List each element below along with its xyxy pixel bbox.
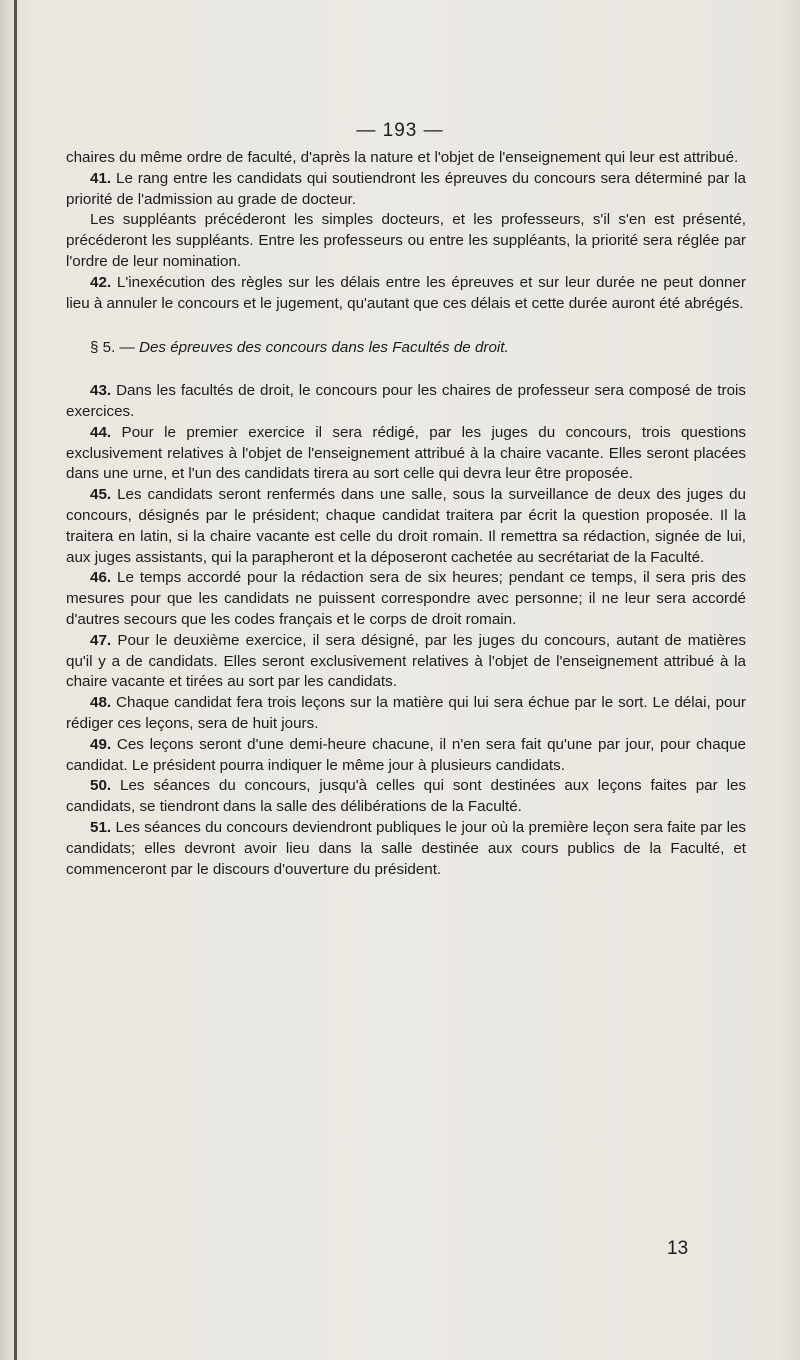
signature-mark: 13 xyxy=(667,1238,689,1259)
article-number: 49. xyxy=(90,735,112,753)
article-number: 47. xyxy=(90,631,112,649)
article-number: 46. xyxy=(90,569,112,587)
article-45 xyxy=(66,485,746,568)
article-51 xyxy=(66,818,746,880)
article-text: Les séances du concours, jusqu'à celles qui sont destinées aux leçons faites par les candidats, se tiendront dans la salle des délibérations de la Faculté. xyxy=(66,777,746,816)
article-number: 51. xyxy=(90,818,112,836)
article-41 xyxy=(66,169,746,211)
article-text: Le temps accordé pour la rédaction sera de six heures; pendant ce temps, il sera pris des mesures pour que les candidats ne puissent correspondre avec personne; il ne leur sera accordé d'autres secours que les codes français et le corps de droit romain. xyxy=(66,569,746,628)
article-number: 43. xyxy=(90,382,112,400)
article-text: Pour le premier exercice il sera rédigé, par les juges du concours, trois questions exclusivement relatives à l'objet de l'enseignement attribué à la chaire vacante. Elles seront placées dans une urne, et l'un des candidats tirera au sort celle qui devra leur être proposée. xyxy=(66,423,746,483)
article-49 xyxy=(66,735,746,777)
article-42 xyxy=(66,273,746,315)
section-heading xyxy=(66,338,746,359)
article-text: Ces leçons seront d'une demi-heure chacune, il n'en sera fait qu'une par jour, pour chaque candidat. Le président pourra indiquer le même jour à plusieurs candidats. xyxy=(66,735,746,774)
article-text: Dans les facultés de droit, le concours pour les chaires de professeur sera composé de trois exercices. xyxy=(66,382,746,420)
article-number: 42. xyxy=(90,273,112,291)
article-text: Les séances du concours deviendront publiques le jour où la première leçon sera faite par les candidats; elles devront avoir lieu dans la salle destinée aux cours publics de la Faculté, et commenceront par le discours d'ouverture du président. xyxy=(66,818,746,878)
article-number: 41. xyxy=(90,169,112,187)
article-number: 50. xyxy=(90,777,112,795)
article-number: 45. xyxy=(90,486,112,504)
article-text: Pour le deuxième exercice, il sera désigné, par les juges du concours, autant de matières qu'il y a de candidats. Elles seront exclusivement relatives à l'objet de l'enseignement attribué à la chaire vacante et tirées au sort par les candidats. xyxy=(66,631,746,691)
paragraph-text: Les suppléants précéderont les simples docteurs, et les professeurs, s'il s'en est présenté, précéderont les suppléants. Entre les professeurs ou entre les suppléants, la priorité sera réglée par l'ordre de leur nomination. xyxy=(66,211,746,270)
article-50 xyxy=(66,776,746,818)
paragraph xyxy=(66,210,746,272)
section-marker: § 5. — xyxy=(90,339,135,357)
section-title: Des épreuves des concours dans les Facultés de droit. xyxy=(138,339,509,357)
article-47 xyxy=(66,631,746,693)
article-text: Le rang entre les candidats qui soutiendront les épreuves du concours sera déterminé par la priorité de l'admission au grade de docteur. xyxy=(66,169,746,208)
article-48 xyxy=(66,693,746,735)
article-text: Les candidats seront renfermés dans une salle, sous la surveillance de deux des juges du concours, désignés par le président; chaque candidat traitera par écrit la question proposée. Il la traitera en latin, si la chaire vacante est celle du droit romain. Il remettra sa rédaction, signée de lui, aux juges assistants, qui la parapheront et la déposeront cachetée au secrétariat de la Faculté. xyxy=(66,486,746,566)
article-46 xyxy=(66,568,746,630)
page-number: — 193 — xyxy=(356,120,444,141)
article-44 xyxy=(66,423,746,485)
article-number: 44. xyxy=(90,423,112,441)
article-text: L'inexécution des règles sur les délais entre les épreuves et sur leur durée ne peut donner lieu à annuler le concours et le jugement, qu'autant que ces délais et cette durée auront été abrégés. xyxy=(66,273,746,312)
binding-edge xyxy=(14,0,17,1360)
article-number: 48. xyxy=(90,694,112,712)
paragraph xyxy=(66,148,746,169)
article-text: Chaque candidat fera trois leçons sur la matière qui lui sera échue par le sort. Le délai, pour rédiger ces leçons, sera de huit jours. xyxy=(66,694,746,732)
body-text xyxy=(66,148,746,880)
article-43 xyxy=(66,381,746,423)
paragraph-text: chaires du même ordre de faculté, d'après la nature et l'objet de l'enseignement qui leur est attribué. xyxy=(66,149,739,166)
